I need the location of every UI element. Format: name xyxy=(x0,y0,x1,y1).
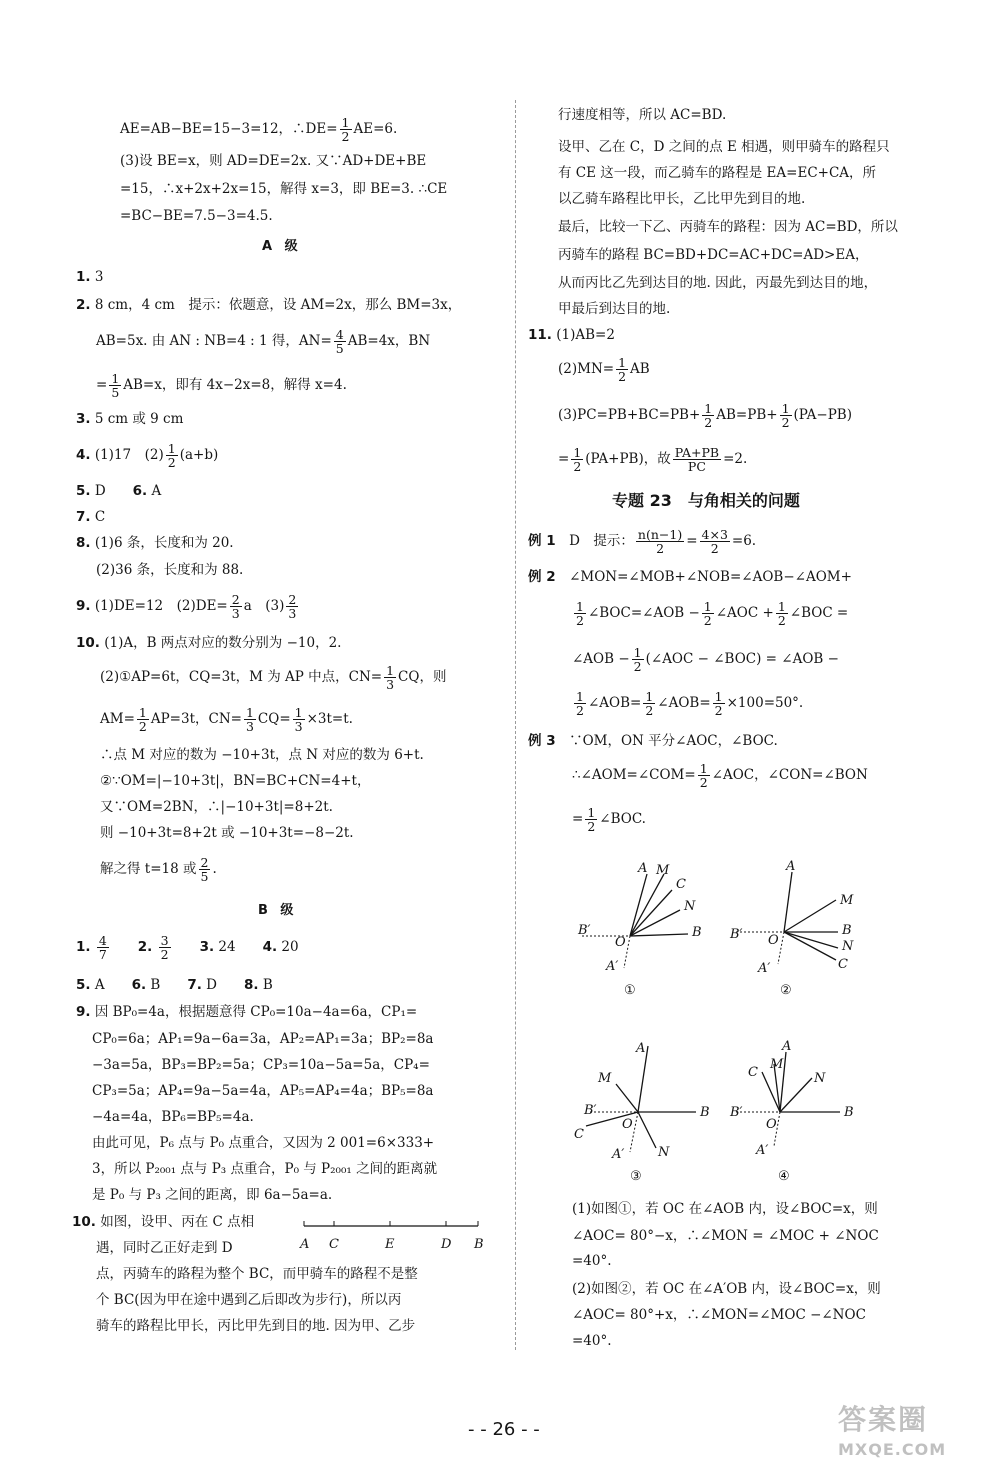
svg-text:B: B xyxy=(692,925,702,940)
text-line: −3a=5a，BP₃=BP₂=5a；CP₃=10a−5a=5a，CP₄= xyxy=(92,1057,430,1073)
text-line: 由此可见，P₆ 点与 P₀ 点重合，又因为 2 001=6×333+ xyxy=(92,1135,435,1151)
fraction: $\frac{1}{2}$ xyxy=(645,689,654,719)
answer-3: 3. 5 cm 或 9 cm xyxy=(76,411,184,427)
fraction: $\frac{1}{3}$ xyxy=(294,705,303,735)
svg-text:B′: B′ xyxy=(730,1105,743,1120)
svg-text:M: M xyxy=(598,1071,612,1086)
fraction: $\frac{1}{2}$ xyxy=(703,599,712,629)
angle-figure-1 xyxy=(572,852,722,1002)
svg-text:O: O xyxy=(766,1117,777,1132)
fraction: $\frac{1}{2}$ xyxy=(576,599,584,629)
text-line: ∴∠AOM=∠COM= $\frac{1}{2}$ ∠AOC，∠CON=∠BON xyxy=(572,761,868,791)
fraction: $\frac{1}{2}$ xyxy=(341,115,350,145)
svg-text:M: M xyxy=(770,1057,784,1072)
text-line: = $\frac{1}{5}$ AB=x，即有 4x−2x=8，解得 x=4. xyxy=(96,371,347,401)
fraction: $\frac{1}{3}$ xyxy=(386,663,395,693)
point-label: D xyxy=(441,1237,452,1252)
svg-text:O: O xyxy=(768,933,779,948)
text-line: = $\frac{1}{2}$ ∠BOC. xyxy=(572,805,646,835)
text-line: (3)设 BE=x，则 AD=DE=2x. 又∵AD+DE+BE xyxy=(120,153,427,169)
answer-2: 2. 8 cm，4 cm 提示：依题意，设 AM=2x，那么 BM=3x， xyxy=(76,297,462,313)
answer-b-9: 9. 因 BP₀=4a，根据题意得 CP₀=10a−4a=6a，CP₁= xyxy=(76,1004,418,1020)
text-line: (3)PC=PB+BC=PB+ $\frac{1}{2}$ AB=PB+ $\frac{1}{2}$ (PA−PB) xyxy=(558,401,852,431)
text-line: 设甲、乙在 C，D 之间的点 E 相遇，则甲骑车的路程只 xyxy=(558,139,890,155)
svg-text:N: N xyxy=(814,1071,826,1086)
svg-text:M: M xyxy=(656,863,670,878)
fraction: $\frac{1}{2}$ xyxy=(618,355,627,385)
text-line: (1)如图①，若 OC 在∠AOB 内，设∠BOC=x，则 xyxy=(572,1201,878,1217)
svg-text:B′: B′ xyxy=(730,927,743,942)
fraction: $\frac{1}{5}$ xyxy=(111,371,120,401)
text-line: CP₃=5a；AP₄=9a−5a=4a，AP₅=AP₄=4a；BP₅=8a xyxy=(92,1083,434,1099)
fraction: $\frac{1}{2}$ xyxy=(587,805,596,835)
fraction: $\frac{1}{2}$ xyxy=(167,441,176,471)
fraction: $\frac{1}{2}$ xyxy=(573,445,582,475)
svg-text:N: N xyxy=(684,899,696,914)
svg-text:A′: A′ xyxy=(606,959,619,974)
text-line: −4a=4a，BP₆=BP₅=4a. xyxy=(92,1109,254,1125)
text-line: =40°. xyxy=(572,1333,612,1349)
answer-5-6: 5. D 6. A xyxy=(76,483,162,499)
text-line: ∠AOC= 80°−x，∴∠MON = ∠MOC + ∠NOC xyxy=(572,1228,879,1244)
text-line: ∠AOB − $\frac{1}{2}$ (∠AOC − ∠BOC) = ∠AOB − xyxy=(572,645,839,675)
answer-10: 10. (1)A，B 两点对应的数分别为 −10，2. xyxy=(76,635,342,651)
text-line: ∠AOC= 80°+x，∴∠MON=∠MOC −∠NOC xyxy=(572,1307,866,1323)
fraction: $\frac{1}{3}$ xyxy=(245,705,254,735)
figure-number: ① xyxy=(624,983,636,998)
svg-text:O: O xyxy=(622,1117,633,1132)
segment-diagram xyxy=(296,1218,496,1258)
example-3: 例 3 ∵OM，ON 平分∠AOC，∠BOC. xyxy=(528,733,778,749)
fraction: $\frac{1}{2}$ xyxy=(576,689,584,719)
svg-text:A: A xyxy=(782,1039,792,1054)
answer-7: 7. C xyxy=(76,509,106,525)
svg-text:N: N xyxy=(842,939,854,954)
text-line: (2)①AP=6t，CQ=3t，M 为 AP 中点，CN= $\frac{1}{3}$ CQ，则 xyxy=(100,663,447,693)
text-line: 从而丙比乙先到达目的地. 因此，丙最先到达目的地， xyxy=(558,275,878,291)
svg-text:A′: A′ xyxy=(758,961,771,976)
angle-figure-4 xyxy=(728,1034,878,1184)
text-line: 甲最后到达目的地. xyxy=(558,301,671,317)
text-line: ∴点 M 对应的数为 −10+3t，点 N 对应的数为 6+t. xyxy=(100,747,424,763)
answer-11: 11. (1)AB=2 xyxy=(528,327,615,343)
fraction: $\frac{1}{2}$ xyxy=(699,761,708,791)
text-line: 解之得 t=18 或 $\frac{2}{5}$ . xyxy=(100,855,217,885)
point-label: B xyxy=(474,1237,484,1252)
fraction: $\frac{1}{2}$ xyxy=(138,705,147,735)
text-line: =40°. xyxy=(572,1253,612,1269)
svg-text:C: C xyxy=(838,957,848,972)
svg-text:C: C xyxy=(574,1127,584,1142)
svg-text:A: A xyxy=(638,861,648,876)
point-label: C xyxy=(329,1237,339,1252)
fraction: $\frac{4}{7}$ xyxy=(98,933,107,963)
svg-text:M: M xyxy=(840,893,854,908)
svg-text:A′: A′ xyxy=(612,1147,625,1162)
text-line: $\frac{1}{2}$ ∠BOC=∠AOB − $\frac{1}{2}$ ∠AOC + $\frac{1}{2}$ ∠BOC = xyxy=(576,599,849,629)
answer-9: 9. (1)DE=12 (2)DE= $\frac{2}{3}$ a (3) $\frac{2}{3}$ xyxy=(76,592,297,622)
text-line: 行速度相等，所以 AC=BD. xyxy=(558,107,727,123)
figure-number: ② xyxy=(780,983,792,998)
fraction: $\frac{3}{2}$ xyxy=(160,933,169,963)
text-line: (2)MN= $\frac{1}{2}$ AB xyxy=(558,355,650,385)
text-line: = $\frac{1}{2}$ (PA+PB)，故 $\frac{PA+PB}{PC}$ =2. xyxy=(558,445,748,475)
answer-1: 1. 3 xyxy=(76,269,104,285)
angle-figure-2 xyxy=(728,852,878,1002)
svg-text:B: B xyxy=(842,923,852,938)
watermark-logo: 答案圈 MXQE.COM xyxy=(838,1403,947,1459)
text-line: =BC−BE=7.5−3=4.5. xyxy=(120,208,273,224)
text-line: 骑车的路程比甲长，丙比甲先到目的地. 因为甲、乙步 xyxy=(96,1318,416,1334)
level-a-heading: A 级 xyxy=(262,239,302,254)
text-line: 是 P₀ 与 P₃ 之间的距离，即 6a−5a=a. xyxy=(92,1187,333,1203)
fraction: $\frac{1}{2}$ xyxy=(633,645,642,675)
point-label: A xyxy=(300,1237,310,1252)
angle-figure-3 xyxy=(572,1034,722,1184)
text-line: AM= $\frac{1}{2}$ AP=3t，CN= $\frac{1}{3}$ CQ= $\frac{1}{3}$ ×3t=t. xyxy=(100,705,353,735)
text-line: 丙骑车的路程 BC=BD+DC=AC+DC=AD>EA， xyxy=(558,247,869,263)
svg-text:A′: A′ xyxy=(756,1143,769,1158)
text-line: 3，所以 P₂₀₀₁ 点与 P₃ 点重合，P₀ 与 P₂₀₀₁ 之间的距离就 xyxy=(92,1161,438,1177)
answer-b-10: 10. 如图，设甲、丙在 C 点相 xyxy=(72,1214,255,1230)
level-b-heading: B 级 xyxy=(258,903,298,918)
text-line: (2)36 条，长度和为 88. xyxy=(96,562,244,578)
fraction: $\frac{4\times 3}{2}$ xyxy=(701,527,728,557)
example-2: 例 2 ∠MON=∠MOB+∠NOB=∠AOB−∠AOM+ xyxy=(528,569,852,585)
text-line: 点，丙骑车的路程为整个 BC，而甲骑车的路程不是整 xyxy=(96,1266,418,1282)
text-line: =15，∴x+2x+2x=15，解得 x=3，即 BE=3. ∴CE xyxy=(120,181,448,197)
svg-text:B′: B′ xyxy=(584,1103,597,1118)
answer-8: 8. (1)6 条，长度和为 20. xyxy=(76,535,234,551)
figure-number: ④ xyxy=(778,1169,790,1184)
fraction: $\frac{4}{5}$ xyxy=(335,327,344,357)
text-line: 个 BC(因为甲在途中遇到乙后即改为步行)，所以丙 xyxy=(96,1292,402,1308)
text-line: 又∵OM=2BN，∴|−10+3t|=8+2t. xyxy=(100,799,333,815)
svg-text:B: B xyxy=(844,1105,854,1120)
text-line: ②∵OM=|−10+3t|，BN=BC+CN=4+t， xyxy=(100,773,371,789)
fraction: $\frac{PA+PB}{PC}$ xyxy=(674,445,720,475)
page-number: - - 26 - - xyxy=(468,1419,540,1440)
column-divider xyxy=(515,100,516,1350)
text-line: 则 −10+3t=8+2t 或 −10+3t=−8−2t. xyxy=(100,825,354,841)
text-line: 以乙骑车路程比甲长，乙比甲先到目的地. xyxy=(558,191,806,207)
svg-text:C: C xyxy=(748,1065,758,1080)
fraction: $\frac{n(n-1)}{2}$ xyxy=(637,527,683,557)
fraction: $\frac{2}{3}$ xyxy=(231,592,240,622)
fraction: $\frac{2}{5}$ xyxy=(200,855,209,885)
example-1: 例 1 D 提示： $\frac{n(n-1)}{2}$ = $\frac{4\times 3}{2}$ =6. xyxy=(528,527,757,557)
svg-text:B: B xyxy=(700,1105,710,1120)
fraction: $\frac{1}{2}$ xyxy=(714,689,723,719)
svg-text:B′: B′ xyxy=(578,923,591,938)
text-line: 有 CE 这一段，而乙骑车的路程是 EA=EC+CA，所 xyxy=(558,165,877,181)
text-line: AE=AB−BE=15−3=12，∴DE= $\frac{1}{2}$ AE=6. xyxy=(120,115,398,145)
fraction: $\frac{1}{2}$ xyxy=(777,599,786,629)
fraction: $\frac{2}{3}$ xyxy=(288,592,297,622)
svg-text:C: C xyxy=(676,877,686,892)
figure-number: ③ xyxy=(630,1169,642,1184)
answer-b-1-4: 1. $\frac{4}{7}$ 2. $\frac{3}{2}$ 3. 24 4. 20 xyxy=(76,933,299,963)
svg-text:A: A xyxy=(786,859,796,874)
text-line: 遇，同时乙正好走到 D xyxy=(96,1240,233,1256)
text-line: 最后，比较一下乙、丙骑车的路程：因为 AC=BD，所以 xyxy=(558,219,898,235)
answer-4: 4. (1)17 (2) $\frac{1}{2}$ (a+b) xyxy=(76,441,219,471)
svg-text:N: N xyxy=(658,1145,670,1160)
topic-title: 专题 23 与角相关的问题 xyxy=(612,491,800,510)
svg-text:O: O xyxy=(615,935,626,950)
text-line: CP₀=6a；AP₁=9a−6a=3a，AP₂=AP₁=3a；BP₂=8a xyxy=(92,1031,434,1047)
answer-b-5-8: 5. A 6. B 7. D 8. B xyxy=(76,977,273,993)
svg-text:A: A xyxy=(636,1041,646,1056)
fraction: $\frac{1}{2}$ xyxy=(781,401,790,431)
point-label: E xyxy=(385,1237,395,1252)
text-line: $\frac{1}{2}$ ∠AOB= $\frac{1}{2}$ ∠AOB= $\frac{1}{2}$ ×100=50°. xyxy=(576,689,804,719)
text-line: (2)如图②，若 OC 在∠A′OB 内，设∠BOC=x，则 xyxy=(572,1281,881,1297)
text-line: AB=5x. 由 AN : NB=4 : 1 得，AN= $\frac{4}{5}$ AB=4x，BN xyxy=(96,327,431,357)
fraction: $\frac{1}{2}$ xyxy=(704,401,713,431)
